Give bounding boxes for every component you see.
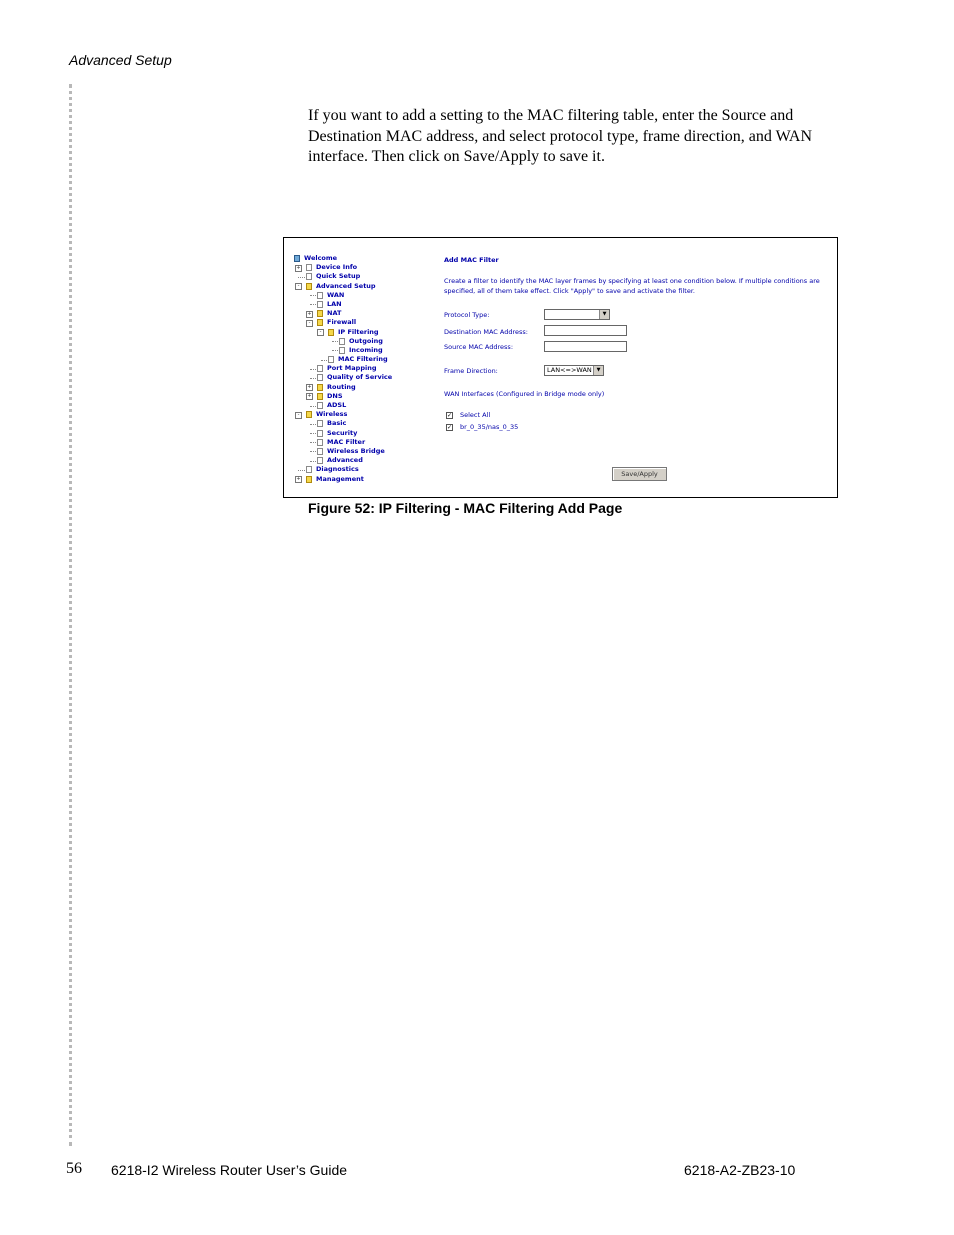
expand-icon[interactable]: +: [307, 384, 312, 391]
source-mac-label: Source MAC Address:: [444, 343, 514, 351]
dest-mac-input[interactable]: [544, 325, 627, 336]
tree-item-label: Outgoing: [349, 336, 383, 345]
page-icon: [317, 448, 323, 455]
page-icon: [317, 292, 323, 299]
body-paragraph: If you want to add a setting to the MAC filtering table, enter the Source and Destination MAC address, and select protocol type, frame direction, and WAN interface. Then click on Save/Apply to save it.: [308, 107, 813, 165]
tree-connector: [332, 341, 338, 342]
chevron-down-icon: ▼: [599, 310, 609, 319]
tree-connector: [310, 424, 316, 425]
frame-direction-value: LAN<=>WAN: [547, 366, 592, 374]
page-icon: [317, 420, 323, 427]
collapse-icon[interactable]: -: [306, 320, 313, 327]
tree-connector: [310, 433, 316, 434]
tree-item-label: Security: [327, 428, 358, 437]
interface-checkbox[interactable]: ✓: [447, 424, 453, 431]
doc-number: 6218-A2-ZB23-10: [684, 1162, 796, 1178]
page-icon: [339, 347, 345, 354]
page-icon: [306, 273, 312, 280]
interface-label: br_0_35/nas_0_35: [460, 423, 519, 431]
tree-item-label: NAT: [327, 309, 342, 318]
tree-connector: [310, 295, 316, 296]
dest-mac-label: Destination MAC Address:: [444, 328, 528, 336]
folder-icon: [317, 310, 323, 317]
form-description: Create a filter to identify the MAC layer frames by specifying at least one condition below. If multiple conditions are specified, all of them take effect. Click "Apply" to save and activate the filter.: [444, 277, 820, 295]
protocol-type-select[interactable]: [544, 309, 610, 320]
tree-connector: [310, 369, 316, 370]
page-icon: [317, 301, 323, 308]
select-all-checkbox[interactable]: ✓: [447, 412, 453, 419]
tree-connector: [310, 378, 316, 379]
tree-connector: [310, 442, 316, 443]
monitor-icon: [294, 255, 300, 262]
tree-item-label: Port Mapping: [327, 364, 377, 373]
folder-icon: [317, 384, 323, 391]
tree-item-label: Quick Setup: [316, 272, 361, 281]
collapse-icon[interactable]: -: [317, 329, 324, 336]
folder-open-icon: [328, 329, 334, 336]
figure-caption: Figure 52: IP Filtering - MAC Filtering Add Page: [308, 500, 623, 516]
page-icon: [306, 264, 312, 271]
tree-item-label: MAC Filter: [327, 437, 366, 446]
page-icon: [328, 356, 334, 363]
select-all-label: Select All: [460, 411, 491, 419]
tree-item-label: Diagnostics: [316, 465, 359, 474]
tree-item-label: IP Filtering: [338, 327, 379, 336]
tree-item-label: Device Info: [316, 263, 358, 272]
collapse-icon[interactable]: -: [295, 412, 302, 419]
source-mac-input[interactable]: [544, 341, 627, 352]
frame-direction-select[interactable]: [544, 365, 604, 376]
tree-item-label: Welcome: [304, 254, 338, 262]
tree-connector: [310, 451, 316, 452]
save-apply-button[interactable]: Save/Apply: [612, 467, 667, 481]
tree-connector: [298, 470, 305, 471]
expand-icon[interactable]: +: [296, 264, 301, 271]
page-icon: [317, 365, 323, 372]
page-icon: [317, 374, 323, 381]
tree-connector: [321, 360, 327, 361]
page-number: 56: [66, 1160, 82, 1177]
tree-item-label: MAC Filtering: [338, 355, 388, 364]
folder-open-icon: [306, 411, 312, 418]
tree-item-label: Quality of Service: [327, 373, 393, 382]
tree-item-label: Incoming: [349, 345, 383, 354]
tree-item-label: LAN: [327, 299, 342, 308]
page-icon: [317, 457, 323, 464]
tree-item-label: Management: [316, 474, 364, 483]
folder-icon: [306, 476, 312, 483]
running-header: Advanced Setup: [69, 52, 172, 68]
wan-interfaces-label: WAN Interfaces (Configured in Bridge mode only): [444, 390, 605, 398]
frame-direction-label: Frame Direction:: [444, 367, 498, 375]
tree-connector: [298, 277, 305, 278]
form-title: Add MAC Filter: [444, 256, 499, 264]
folder-icon: [317, 393, 323, 400]
tree-item-label: Basic: [327, 419, 347, 428]
protocol-type-label: Protocol Type:: [444, 311, 490, 319]
screenshot-figure: [283, 237, 838, 498]
collapse-icon[interactable]: -: [295, 283, 302, 290]
tree-connector: [332, 350, 338, 351]
tree-item-label: Advanced: [327, 456, 363, 465]
tree-connector: [310, 304, 316, 305]
folder-open-icon: [317, 319, 323, 326]
margin-rule: [69, 84, 72, 1146]
tree-connector: [310, 406, 316, 407]
tree-item-label: ADSL: [327, 401, 347, 409]
tree-item-label: Advanced Setup: [316, 281, 376, 290]
page-icon: [317, 430, 323, 437]
expand-icon[interactable]: +: [307, 310, 312, 317]
tree-item-label: DNS: [327, 391, 343, 400]
tree-item-label: Wireless: [316, 410, 348, 419]
folder-open-icon: [306, 283, 312, 290]
tree-item-label: Firewall: [327, 318, 357, 327]
guide-title: 6218-I2 Wireless Router User’s Guide: [111, 1162, 348, 1178]
page-icon: [306, 466, 312, 473]
page-icon: [317, 439, 323, 446]
tree-connector: [310, 461, 316, 462]
tree-item-label: WAN: [327, 290, 345, 299]
tree-item-label: Routing: [327, 382, 356, 391]
expand-icon[interactable]: +: [307, 393, 312, 400]
chevron-down-icon: ▼: [593, 366, 603, 375]
expand-icon[interactable]: +: [296, 476, 301, 482]
page-icon: [339, 338, 345, 345]
page-icon: [317, 402, 323, 409]
tree-item-label: Wireless Bridge: [327, 446, 385, 455]
